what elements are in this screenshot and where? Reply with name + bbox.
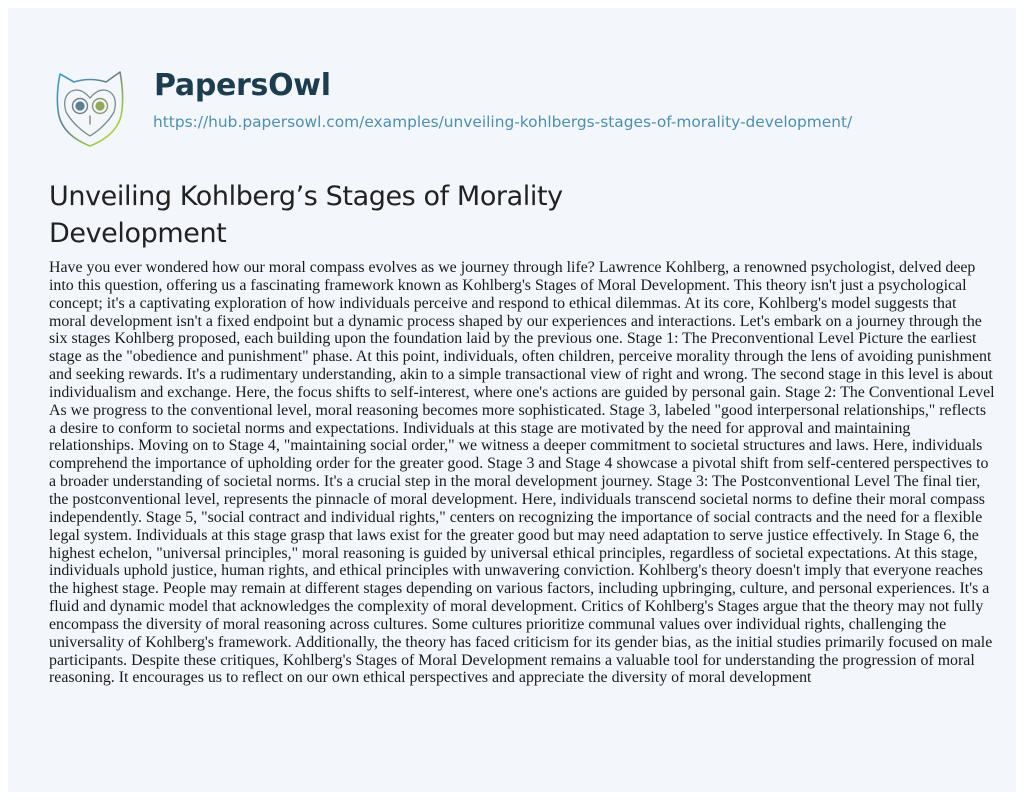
owl-logo-icon: [50, 64, 130, 150]
document-panel: [8, 8, 1016, 792]
article-title: Unveiling Kohlberg’s Stages of Morality Development: [49, 181, 563, 249]
article-body: Have you ever wondered how our moral compass evolves as we journey through life? Lawrence Kohlberg, a renowned psychologist, delved deep into this question, offering us a fascinating framework known as Kohlberg's Stages of Moral Development. This theory isn't just a psychological concept; it's a captivating exploration of how individuals perceive and respond to ethical dilemmas. At its core, Kohlberg's model suggests that moral development isn't a fixed endpoint but a dynamic process shaped by our experiences and interactions. Let's embark on a journey through the six stages Kohlberg proposed, each building upon the foundation laid by the previous one. Stage 1: The Preconventional Level Picture the earliest stage as the "obedience and punishment" phase. At this point, individuals, often children, perceive morality through the lens of avoiding punishment and seeking rewards. It's a rudimentary understanding, akin to a simple transactional view of right and wrong. The second stage in this level is about individualism and exchange. Here, the focus shifts to self-interest, where one's actions are guided by personal gain. Stage 2: The Conventional Level As we progress to the conventional level, moral reasoning becomes more sophisticated. Stage 3, labeled "good interpersonal relationships," reflects a desire to conform to societal norms and expectations. Individuals at this stage are motivated by the need for approval and maintaining relationships. Moving on to Stage 4, "maintaining social order," we witness a deeper commitment to societal structures and laws. Here, individuals comprehend the importance of upholding order for the greater good. Stage 3 and Stage 4 showcase a pivotal shift from self-centered perspectives to a broader understanding of societal norms. It's a crucial step in the moral development journey. Stage 3: The Postconventional Level The final tier, the postconventional level, represents the pinnacle of moral development. Here, individuals transcend societal norms to define their moral compass independently. Stage 5, "social contract and individual rights," centers on recognizing the importance of social contracts and the need for a flexible legal system. Individuals at this stage grasp that laws exist for the greater good but may need adaptation to serve justice effectively. In Stage 6, the highest echelon, "universal principles," moral reasoning is guided by universal ethical principles, regardless of societal expectations. At this stage, individuals uphold justice, human rights, and ethical principles with unwavering conviction. Kohlberg's theory doesn't imply that everyone reaches the highest stage. People may remain at different stages depending on various factors, including upbringing, culture, and personal experiences. It's a fluid and dynamic model that acknowledges the complexity of moral development. Critics of Kohlberg's Stages argue that the theory may not fully encompass the diversity of moral reasoning across cultures. Some cultures prioritize communal values over individual rights, challenging the universality of Kohlberg's framework. Additionally, the theory has faced criticism for its gender bias, as the initial studies primarily focused on male participants. Despite these critiques, Kohlberg's Stages of Moral Development remains a valuable tool for understanding the progression of moral reasoning. It encourages us to reflect on our own ethical perspectives and appreciate the diversity of moral development: [49, 259, 995, 687]
brand-name: PapersOwl: [154, 68, 331, 103]
source-url-link[interactable]: https://hub.papersowl.com/examples/unveiling-kohlbergs-stages-of-morality-development/: [153, 113, 853, 131]
